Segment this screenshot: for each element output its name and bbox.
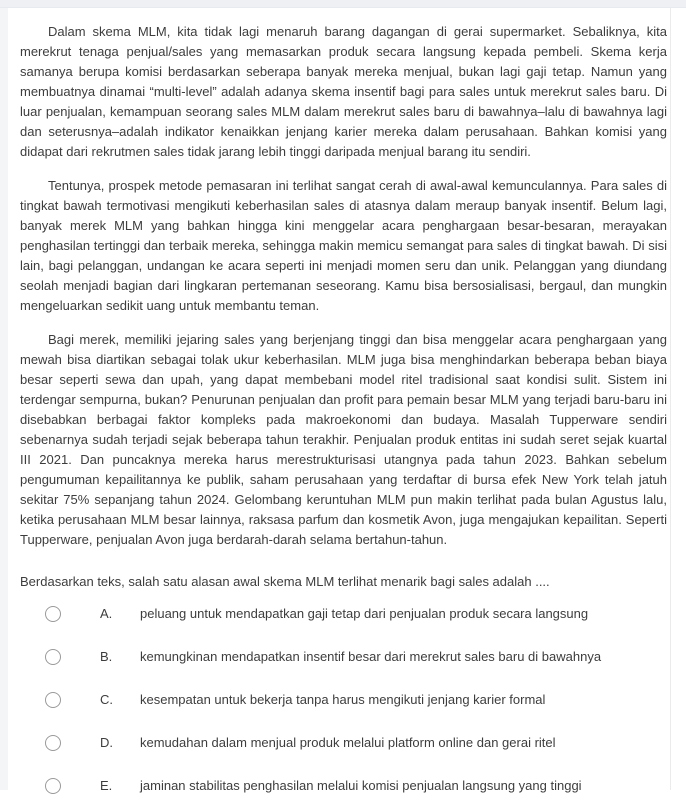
passage-and-question	[8, 8, 670, 807]
answer-option-a[interactable]	[20, 592, 667, 635]
answer-option-c[interactable]	[20, 678, 667, 721]
radio-unselected-icon[interactable]	[45, 606, 61, 622]
option-text-d: kemudahan dalam menjual produk melalui platform online dan gerai ritel	[140, 735, 556, 750]
passage-paragraph-2: Tentunya, prospek metode pemasaran ini terlihat sangat cerah di awal-awal kemunculannya. Para sales di tingkat bawah termotivasi mengikuti keberhasilan sales di atasnya dalam meraup banyak insentif. Belum lagi, banyak merek MLM yang bahkan hingga kini menggelar acara penghargaan besar-besaran, merayakan penghasilan tertinggi dan terbaik mereka, sehingga makin memicu semangat para sales di tingkat bawah. Di sisi lain, bagi pelanggan, undangan ke acara seperti ini menjadi momen seru dan unik. Pelanggan yang diundang seolah menjadi bagian dari lingkaran pertemanan seseorang. Kamu bisa bersosialisasi, bergaul, dan mungkin mengeluarkan sedikit uang untuk membantu teman.	[20, 178, 667, 313]
content-right-border	[670, 8, 671, 790]
option-letter-d: D.	[100, 735, 113, 750]
option-letter-e: E.	[100, 778, 113, 793]
radio-unselected-icon[interactable]	[45, 735, 61, 751]
question-text: Berdasarkan teks, salah satu alasan awal skema MLM terlihat menarik bagi sales adalah ....	[20, 574, 550, 589]
radio-unselected-icon[interactable]	[45, 692, 61, 708]
option-text-b: kemungkinan mendapatkan insentif besar dari merekrut sales baru di bawahnya	[140, 649, 602, 664]
option-text-a: peluang untuk mendapatkan gaji tetap dari penjualan produk secara langsung	[140, 606, 589, 621]
option-text-e: jaminan stabilitas penghasilan melalui komisi penjualan langsung yang tinggi	[140, 778, 582, 793]
option-letter-c: C.	[100, 692, 113, 707]
left-strip	[0, 8, 8, 790]
radio-unselected-icon[interactable]	[45, 649, 61, 665]
answer-option-d[interactable]	[20, 721, 667, 764]
option-letter-a: A.	[100, 606, 113, 621]
option-letter-b: B.	[100, 649, 113, 664]
radio-unselected-icon[interactable]	[45, 778, 61, 794]
answer-option-b[interactable]	[20, 635, 667, 678]
passage-paragraph-3: Bagi merek, memiliki jejaring sales yang berjenjang tinggi dan bisa menggelar acara penghargaan yang mewah bisa diartikan sebagai tolak ukur keberhasilan. MLM juga bisa menghindarkan beberapa beban biaya besar seperti sewa dan upah, yang dapat membebani model ritel tradisional saat kondisi sulit. Sistem ini terdengar sempurna, bukan? Penurunan penjualan dan profit para pemain besar MLM yang terjadi baru-baru ini disebabkan berbagai faktor kompleks pada makroekonomi dan budaya. Masalah Tupperware sendiri sebenarnya sudah terjadi sejak beberapa tahun terakhir. Penjualan produk entitas ini sudah seret sejak kuartal III 2021. Dan puncaknya mereka harus merestrukturisasi utangnya pada tahun 2023. Bahkan sebelum pengumuman kepailitannya ke publik, saham perusahaan yang terdaftar di bursa efek New York telah jatuh sekitar 75% sepanjang tahun 2024. Gelombang keruntuhan MLM pun makin terlihat pada bulan Agustus lalu, ketika perusahaan MLM besar lainnya, raksasa parfum dan kosmetik Avon, juga mengajukan kepailitan. Seperti Tupperware, penjualan Avon juga berdarah-darah selama bertahun-tahun.	[20, 332, 667, 547]
option-text-c: kesempatan untuk bekerja tanpa harus mengikuti jenjang karier formal	[140, 692, 546, 707]
passage-paragraph-1: Dalam skema MLM, kita tidak lagi menaruh barang dagangan di gerai supermarket. Sebaliknya, kita merekrut tenaga penjual/sales yang memasarkan produk secara langsung kepada pembeli. Skema kerja samanya berupa komisi berdasarkan seberapa banyak mereka menjual, bukan lagi gaji tetap. Namun yang membuatnya dinamai “multi-level” adalah adanya skema insentif bagi para sales untuk merekrut sales baru. Di luar penjualan, kemampuan seorang sales MLM dalam merekrut sales baru di bawahnya–lalu di bawahnya lagi dan seterusnya–adalah indikator kenaikkan jenjang karier mereka dalam perusahaan. Bahkan komisi yang didapat dari rekrutmen sales tidak jarang lebih tinggi daripada menjual barang itu sendiri.	[20, 24, 667, 159]
top-band	[0, 0, 686, 8]
answer-option-e[interactable]	[20, 764, 667, 807]
answer-options	[20, 592, 667, 807]
